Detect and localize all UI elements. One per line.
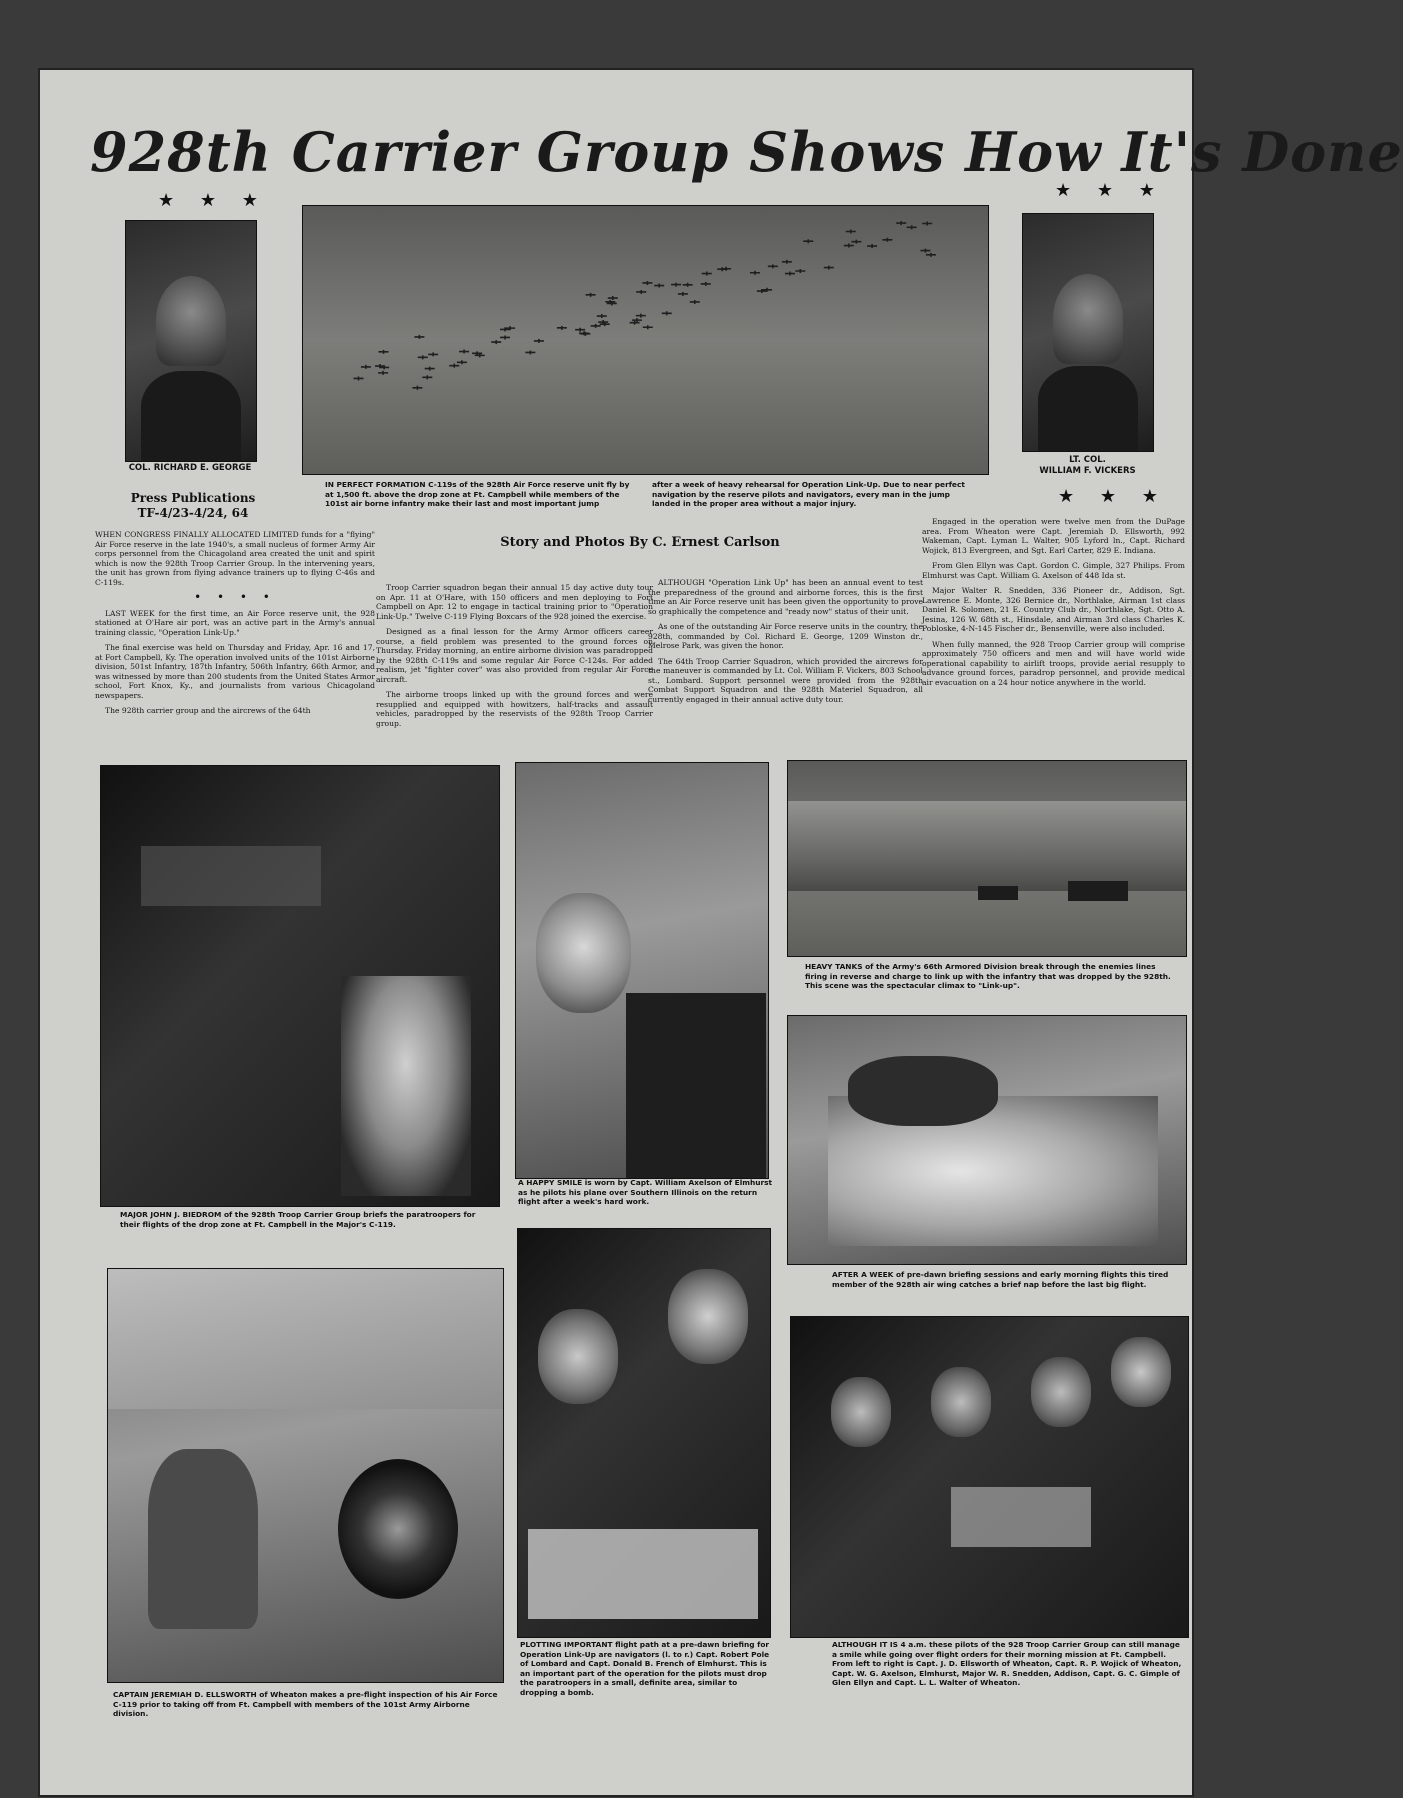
aircraft-mark (449, 364, 459, 368)
publication-line1: Press Publications (130, 491, 256, 505)
aircraft-mark (683, 283, 693, 287)
col2-p3: The airborne troops linked up with the ground forces and were resupplied and equipped with howitzers, half-tracks and assault vehicles, paradropped by the reservists of the 928th Troop Carrier group. (376, 690, 653, 728)
photo-heavy-tanks (787, 760, 1187, 957)
aircraft-mark (922, 221, 932, 225)
photo-plotting (517, 1228, 771, 1638)
aircraft-mark (459, 350, 469, 354)
aircraft-mark (920, 249, 930, 253)
aircraft-mark (867, 244, 877, 248)
formation-caption-part1: IN PERFECT FORMATION C-119s of the 928th Air Force reserve unit fly by at 1,500 ft. above the drop zone at Ft. Campbell while members of the 101st air borne infantry make their last and most important jump (325, 480, 630, 509)
aircraft-mark (354, 376, 364, 380)
article-column-4 (922, 517, 1185, 693)
aircraft-mark (557, 326, 567, 330)
stars-right-top: ★ ★ ★ (1055, 180, 1165, 201)
formation-aircraft-svg (303, 206, 988, 474)
photo-nap (787, 1015, 1187, 1265)
aircraft-mark (632, 318, 642, 322)
publication-stamp (118, 491, 268, 521)
col4-p1: Engaged in the operation were twelve men from the DuPage area. From Wheaton were Capt. Jeremiah D. Ellsworth, 992 Wakeman, Capt. Lyman L. Walter, 905 Lyford ln., Capt. Richard Wojick, 813 Evergreen, and Sgt. Earl Carter, 829 E. Indiana. (922, 517, 1185, 555)
caption-ellsworth: CAPTAIN JEREMIAH D. ELLSWORTH of Wheaton makes a pre-flight inspection of his Air Force C-119 prior to taking off from Ft. Campbell with members of the 101st Army Airborne division. (113, 1690, 498, 1719)
aircraft-mark (662, 311, 672, 315)
col1-p4: The 928th carrier group and the aircrews of the 64th (105, 706, 311, 715)
aircraft-mark (422, 375, 432, 379)
col4-p4: When fully manned, the 928 Troop Carrier group will comprise approximately 750 officers and men and will have world wide operational capability to airlift troops, provide aerial resupply to advance ground forces, paradrop personnel, and provide medical air evacuation on a 24 hour notice anywhere in the world. (922, 639, 1185, 687)
aircraft-mark (851, 240, 861, 244)
aircraft-mark (643, 325, 653, 329)
aircraft-mark (591, 324, 601, 328)
aircraft-mark (418, 355, 428, 359)
aircraft-mark (750, 271, 760, 275)
aircraft-mark (678, 292, 688, 296)
byline: Story and Photos By C. Ernest Carlson (500, 535, 780, 550)
publication-line2: TF-4/23-4/24, 64 (137, 506, 249, 520)
col1-p3: The final exercise was held on Thursday and Friday, Apr. 16 and 17, at Fort Campbell, Ky. The operation involved units of the 101st Airborne division, 501st Infantry, 187th Infantry, 506th Infantry, 66th Armor, and was witnessed by more than 200 students from the United States Armor school, Fort Knox, Ky., and journalists from various Chicagoland newspapers. (95, 643, 375, 700)
aircraft-mark (491, 340, 501, 344)
col4-p2: From Glen Ellyn was Capt. Gordon C. Gimple, 327 Philips. From Elmhurst was Capt. William G. Axelson of 448 Ida st. (922, 561, 1185, 580)
col4-p3: Major Walter R. Snedden, 336 Pioneer dr., Addison, Sgt. Lawrence E. Monte, 326 Bernice dr., Northlake, Airman 1st class Daniel R. Solomen, 21 E. Country Club dr., Northlake, Sgt. Otto A. Jesina, 126 W. 68th st., Hinsdale, and Airman 3rd class Charles K. Pobloske, 4-N-145 Fischer dr., Bensenville, were also included. (922, 586, 1185, 633)
photo-pilots-4am (790, 1316, 1189, 1638)
aircraft-mark (379, 350, 389, 354)
aircraft-mark (425, 367, 435, 371)
portrait-george-caption: COL. RICHARD E. GEORGE (128, 463, 252, 473)
portrait-vickers-caption-line2: WILLIAM F. VICKERS (1039, 466, 1136, 476)
aircraft-mark (926, 253, 936, 257)
aircraft-mark (690, 300, 700, 304)
aircraft-mark (457, 360, 467, 364)
col3-p3: The 64th Troop Carrier Squadron, which provided the aircrews for the maneuver is commanded by Lt. Col. William F. Vickers, 803 School st., Lombard. Support personnel were provided from the 928th Combat Support Squadron and the 928th Materiel Squadron, all currently engaged in their annual active duty tour. (648, 656, 923, 704)
aircraft-mark (608, 296, 618, 300)
aircraft-mark (597, 314, 607, 318)
col3-p1: ALTHOUGH "Operation Link Up" has been an annual event to test the preparedness of the ground and airborne forces, this is the first time an Air Force reserve unit has been given the opportunity to prove so graphically the competence and "ready now" status of their unit. (648, 578, 923, 616)
aircraft-mark (575, 328, 585, 332)
aircraft-mark (882, 238, 892, 242)
aircraft-mark (642, 281, 652, 285)
aircraft-mark (414, 335, 424, 339)
aircraft-mark (630, 321, 640, 325)
photo-axelson-smile (515, 762, 769, 1179)
aircraft-mark (702, 272, 712, 276)
aircraft-mark (671, 283, 681, 287)
stars-left: ★ ★ ★ (158, 190, 268, 211)
caption-tanks: HEAVY TANKS of the Army's 66th Armored Division break through the enemies lines firing in reverse and charge to link up with the infantry that was dropped by the 928th. This scene was the spectacular climax to "Link-up". (805, 962, 1171, 991)
formation-photo (302, 205, 989, 475)
aircraft-mark (525, 350, 535, 354)
aircraft-mark (654, 284, 664, 288)
caption-axelson: A HAPPY SMILE is worn by Capt. William Axelson of Elmhurst as he pilots his plane over Southern Illinois on the return flight after a week's hard work. (518, 1178, 773, 1207)
aircraft-mark (586, 293, 596, 297)
portrait-vickers (1022, 213, 1154, 452)
headline: 928th Carrier Group Shows How It's Done (90, 120, 1403, 184)
caption-pilots: ALTHOUGH IT IS 4 a.m. these pilots of the 928 Troop Carrier Group can still manage a smile while going over flight orders for their morning mission at Ft. Campbell. From left to right is Capt. J. D. Ellsworth of Wheaton, Capt. R. P. Wojick of Wheaton, Capt. W. G. Axelson, Elmhurst, Major W. R. Snedden, Addison, Capt. G. C. Gimple of Glen Ellyn and Capt. L. L. Walter of Wheaton. (832, 1640, 1182, 1688)
aircraft-mark (803, 239, 813, 243)
stars-right-bottom: ★ ★ ★ (1058, 486, 1168, 507)
aircraft-mark (428, 352, 438, 356)
caption-nap: AFTER A WEEK of pre-dawn briefing sessions and early morning flights this tired member of the 928th air wing catches a brief nap before the last big flight. (832, 1270, 1169, 1289)
photo-biedrom-briefing (100, 765, 500, 1207)
portrait-george (125, 220, 257, 462)
formation-caption-part2: after a week of heavy rehearsal for Operation Link-Up. Due to near perfect navigation by the reserve pilots and navigators, every man in the jump landed in the proper area without a major injury. (652, 480, 965, 509)
aircraft-mark (907, 225, 917, 229)
caption-plotting: PLOTTING IMPORTANT flight path at a pre-dawn briefing for Operation Link-Up are navigators (l. to r.) Capt. Robert Pole of Lombard and Capt. Donald B. French of Elmhurst. This is an important part of the operation for the pilots must drop the paratroopers in a small, definite area, similar to dropping a bomb. (520, 1640, 770, 1697)
article-column-2 (376, 583, 653, 734)
aircraft-mark (701, 282, 711, 286)
aircraft-mark (896, 221, 906, 225)
aircraft-mark (824, 266, 834, 270)
aircraft-mark (534, 339, 544, 343)
portrait-vickers-caption-line1: LT. COL. (1069, 455, 1106, 465)
col3-p2: As one of the outstanding Air Force reserve units in the country, the 928th, commanded by Col. Richard E. George, 1209 Winston dr., Melrose Park, was given the honor. (648, 622, 923, 650)
aircraft-mark (412, 386, 422, 390)
aircraft-mark (361, 365, 371, 369)
aircraft-mark (795, 269, 805, 273)
section-dots: • • • • (194, 590, 276, 604)
aircraft-mark (846, 230, 856, 234)
photo-ellsworth-preflight (107, 1268, 504, 1683)
col1-p2: LAST WEEK for the first time, an Air Force reserve unit, the 928 stationed at O'Hare air port, was an active part in the Army's annual training classic, "Operation Link-Up." (95, 608, 375, 637)
col2-p2: Designed as a final lesson for the Army Armor officers career course, a field problem was presented to the ground forces on Thursday. Friday morning, an entire airborne division was paradropped by the 928th C-119s and some regular Air Force C-124s. For added realism, jet "fighter cover" was also provided from regular Air Force aircraft. (376, 627, 653, 684)
caption-biedrom: MAJOR JOHN J. BIEDROM of the 928th Troop Carrier Group briefs the paratroopers for their flights of the drop zone at Ft. Campbell in the Major's C-119. (120, 1210, 476, 1229)
aircraft-mark (636, 314, 646, 318)
portrait-vickers-caption (1010, 455, 1165, 477)
aircraft-mark (785, 272, 795, 276)
aircraft-mark (636, 290, 646, 294)
aircraft-mark (782, 260, 792, 264)
article-column-3 (648, 578, 923, 710)
col1-p1: WHEN CONGRESS FINALLY ALLOCATED LIMITED funds for a "flying" Air Force reserve in the late 1940's, a small nucleus of former Army Air corps personnel from the Chicagoland area created the unit and spirit which is now the 928th Troop Carrier Group. In the intervening years, the unit has grown from flying advance trainers up to flying C-46s and C-119s. (95, 530, 375, 587)
article-column-1 (95, 530, 375, 722)
aircraft-mark (378, 371, 388, 375)
col2-p1: Troop Carrier squadron began their annual 15 day active duty tour on Apr. 11 at O'Hare, with 150 officers and men deploying to Fort Campbell on Apr. 12 to engage in tactical training prior to "Operation Link-Up." Twelve C-119 Flying Boxcars of the 928 joined the exercise. (376, 583, 653, 621)
aircraft-mark (500, 335, 510, 339)
aircraft-mark (768, 264, 778, 268)
aircraft-mark (579, 331, 589, 335)
aircraft-mark (844, 244, 854, 248)
